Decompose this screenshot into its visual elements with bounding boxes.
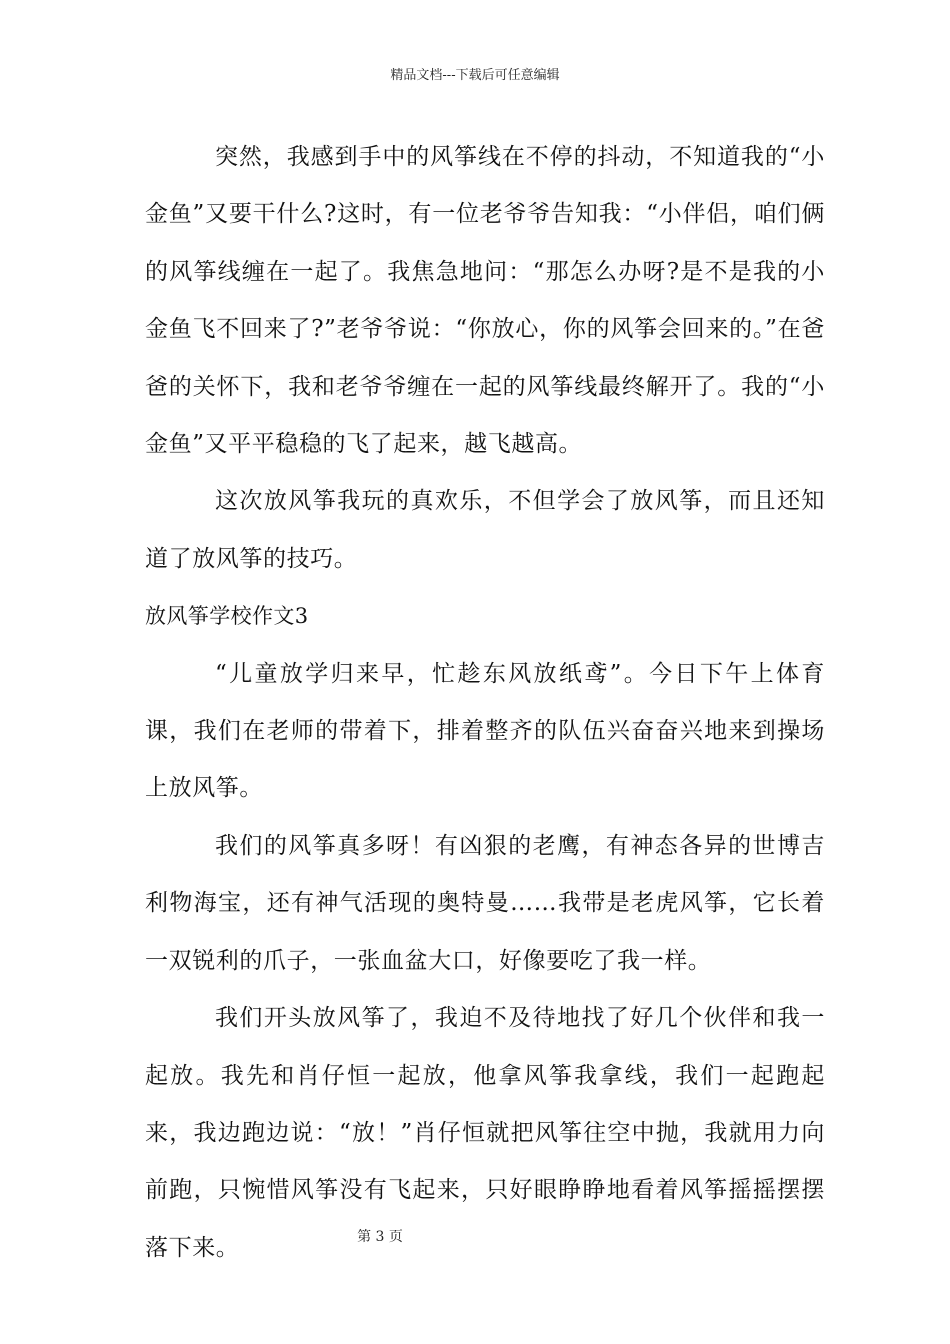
paragraph-3: “儿童放学归来早，忙趁东风放纸鸢”。今日下午上体育课，我们在老师的带着下，排着整齐的队伍兴奋奋兴地来到操场上放风筝。 [145,660,825,802]
header-note: 精品文档---下载后可任意编辑 [390,68,560,83]
document-body [145,129,825,1277]
paragraph-5: 我们开头放风筝了，我迫不及待地找了好几个伙伴和我一起放。我先和肖仔恒一起放，他拿风筝我拿线，我们一起跑起来，我边跑边说：“放！”肖仔恒就把风筝往空中抛，我就用力向前跑，只惋惜风筝没有飞起来，只好眼睁睁地看着风筝摇摇摆摆落下来。 [145,1005,825,1261]
section-heading: 放风筝学校作文3 [145,604,309,629]
page-number: 第 3 页 [357,1229,403,1245]
paragraph-2: 这次放风筝我玩的真欢乐，不但学会了放风筝，而且还知道了放风筝的技巧。 [145,488,825,572]
paragraph-4: 我们的风筝真多呀！有凶狠的老鹰，有神态各异的世博吉利物海宝，还有神气活现的奥特曼……我带是老虎风筝，它长着一双锐利的爪子，一张血盆大口，好像要吃了我一样。 [145,832,825,974]
paragraph-1: 突然，我感到手中的风筝线在不停的抖动，不知道我的“小金鱼”又要干什么?这时，有一位老爷爷告知我：“小伴侣，咱们俩的风筝线缠在一起了。我焦急地问：“那怎么办呀?是不是我的小金鱼飞不回来了?”老爷爷说：“你放心，你的风筝会回来的。”在爸爸的关怀下，我和老爷爷缠在一起的风筝线最终解开了。我的“小金鱼”又平平稳稳的飞了起来，越飞越高。 [145,144,825,458]
